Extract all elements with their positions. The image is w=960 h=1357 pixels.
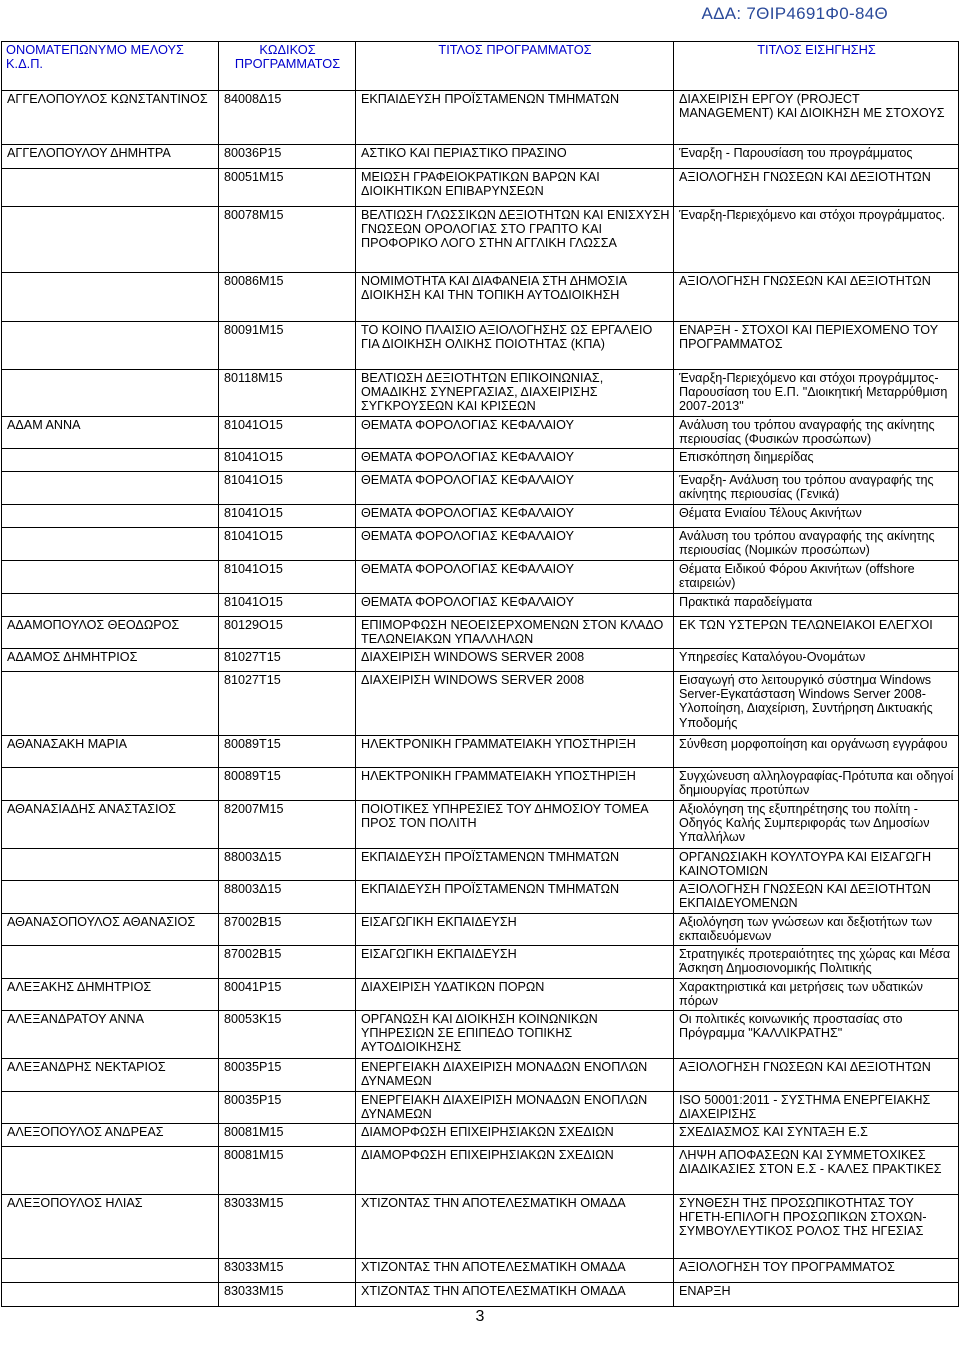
- talk-title-cell: Εισαγωγή στο λειτουργικό σύστημα Windows Server-Εγκατάσταση Windows Server 2008-Υλοποίηση, Διαχείριση, Συντήρηση Δικτυακής Υποδομής: [674, 672, 959, 736]
- program-code-cell: 83033Μ15: [219, 1259, 356, 1283]
- document-ada-stamp: ΑΔΑ: 7ΘΙΡ4691Φ0-84Θ: [701, 4, 888, 23]
- member-name-cell: [2, 449, 219, 472]
- member-name-cell: [2, 528, 219, 561]
- table-row: [2, 273, 959, 322]
- member-name-cell: [2, 169, 219, 207]
- talk-title-cell: ΑΞΙΟΛΟΓΗΣΗ ΤΟΥ ΠΡΟΓΡΑΜΜΑΤΟΣ: [674, 1259, 959, 1283]
- member-name-cell: [2, 594, 219, 617]
- member-name-cell: ΑΛΕΞΑΝΔΡΗΣ ΝΕΚΤΑΡΙΟΣ: [2, 1059, 219, 1092]
- program-title-cell: ΘΕΜΑΤΑ ΦΟΡΟΛΟΓΙΑΣ ΚΕΦΑΛΑΙΟΥ: [356, 449, 674, 472]
- member-name-cell: [2, 322, 219, 370]
- table-row: [2, 672, 959, 736]
- table-row: [2, 979, 959, 1011]
- table-row: [2, 449, 959, 472]
- program-title-cell: ΗΛΕΚΤΡΟΝΙΚΗ ΓΡΑΜΜΑΤΕΙΑΚΗ ΥΠΟΣΤΗΡΙΞΗ: [356, 768, 674, 801]
- table-row: [2, 1259, 959, 1283]
- program-title-cell: ΕΙΣΑΓΩΓΙΚΗ ΕΚΠΑΙΔΕΥΣΗ: [356, 946, 674, 979]
- program-code-cell: 83033Μ15: [219, 1283, 356, 1307]
- program-code-cell: 80035Ρ15: [219, 1092, 356, 1124]
- program-title-cell: ΧΤΙΖΟΝΤΑΣ ΤΗΝ ΑΠΟΤΕΛΕΣΜΑΤΙΚΗ ΟΜΑΔΑ: [356, 1283, 674, 1307]
- member-name-cell: [2, 1259, 219, 1283]
- program-code-cell: 87002Β15: [219, 914, 356, 946]
- program-code-cell: 80091Μ15: [219, 322, 356, 370]
- program-code-cell: 80089Τ15: [219, 736, 356, 768]
- talk-title-cell: Υπηρεσίες Καταλόγου-Ονομάτων: [674, 649, 959, 672]
- talk-title-cell: ΑΞΙΟΛΟΓΗΣΗ ΓΝΩΣΕΩΝ ΚΑΙ ΔΕΞΙΟΤΗΤΩΝ: [674, 273, 959, 322]
- program-title-cell: ΔΙΑΧΕΙΡΙΣΗ WINDOWS SERVER 2008: [356, 649, 674, 672]
- program-title-cell: ΕΚΠΑΙΔΕΥΣΗ ΠΡΟΪΣΤΑΜΕΝΩΝ ΤΜΗΜΑΤΩΝ: [356, 91, 674, 145]
- program-title-cell: ΘΕΜΑΤΑ ΦΟΡΟΛΟΓΙΑΣ ΚΕΦΑΛΑΙΟΥ: [356, 505, 674, 528]
- table-row: [2, 801, 959, 849]
- talk-title-cell: Πρακτικά παραδείγματα: [674, 594, 959, 617]
- table-row: [2, 946, 959, 979]
- program-title-cell: ΧΤΙΖΟΝΤΑΣ ΤΗΝ ΑΠΟΤΕΛΕΣΜΑΤΙΚΗ ΟΜΑΔΑ: [356, 1259, 674, 1283]
- member-name-cell: [2, 849, 219, 881]
- table-row: [2, 472, 959, 505]
- talk-title-cell: Θέματα Ειδικού Φόρου Ακινήτων (offshore εταιρειών): [674, 561, 959, 594]
- table-body: [2, 91, 959, 1307]
- member-name-cell: ΑΛΕΞΟΠΟΥΛΟΣ ΗΛΙΑΣ: [2, 1195, 219, 1259]
- member-name-cell: ΑΔΑΜ ΑΝΝΑ: [2, 417, 219, 449]
- member-name-cell: ΑΘΑΝΑΣΑΚΗ ΜΑΡΙΑ: [2, 736, 219, 768]
- program-title-cell: ΕΚΠΑΙΔΕΥΣΗ ΠΡΟΪΣΤΑΜΕΝΩΝ ΤΜΗΜΑΤΩΝ: [356, 881, 674, 914]
- table-row: [2, 914, 959, 946]
- talk-title-cell: Αξιολόγηση της εξυπηρέτησης του πολίτη - Οδηγός Καλής Συμπεριφοράς των Δημοσίων Υπαλλήλων: [674, 801, 959, 849]
- program-title-cell: ΔΙΑΧΕΙΡΙΣΗ ΥΔΑΤΙΚΩΝ ΠΟΡΩΝ: [356, 979, 674, 1011]
- program-title-cell: ΕΝΕΡΓΕΙΑΚΗ ΔΙΑΧΕΙΡΙΣΗ ΜΟΝΑΔΩΝ ΕΝΟΠΛΩΝ ΔΥΝΑΜΕΩΝ: [356, 1092, 674, 1124]
- program-title-cell: ΘΕΜΑΤΑ ΦΟΡΟΛΟΓΙΑΣ ΚΕΦΑΛΑΙΟΥ: [356, 594, 674, 617]
- program-title-cell: ΧΤΙΖΟΝΤΑΣ ΤΗΝ ΑΠΟΤΕΛΕΣΜΑΤΙΚΗ ΟΜΑΔΑ: [356, 1195, 674, 1259]
- table-row: [2, 1092, 959, 1124]
- program-title-cell: ΔΙΑΜΟΡΦΩΣΗ ΕΠΙΧΕΙΡΗΣΙΑΚΩΝ ΣΧΕΔΙΩΝ: [356, 1124, 674, 1147]
- member-name-cell: [2, 768, 219, 801]
- program-title-cell: ΕΙΣΑΓΩΓΙΚΗ ΕΚΠΑΙΔΕΥΣΗ: [356, 914, 674, 946]
- program-code-cell: 81027Τ15: [219, 672, 356, 736]
- program-code-cell: 88003Δ15: [219, 849, 356, 881]
- table-row: [2, 207, 959, 273]
- program-code-cell: 81041Ο15: [219, 561, 356, 594]
- program-title-cell: ΤΟ ΚΟΙΝΟ ΠΛΑΙΣΙΟ ΑΞΙΟΛΟΓΗΣΗΣ ΩΣ ΕΡΓΑΛΕΙΟ ΓΙΑ ΔΙΟΙΚΗΣΗ ΟΛΙΚΗΣ ΠΟΙΟΤΗΤΑΣ (ΚΠΑ): [356, 322, 674, 370]
- member-name-cell: ΑΔΑΜΟΣ ΔΗΜΗΤΡΙΟΣ: [2, 649, 219, 672]
- talk-title-cell: Επισκόπηση διημερίδας: [674, 449, 959, 472]
- talk-title-cell: Έναρξη-Περιεχόμενο και στόχοι προγράμματος.: [674, 207, 959, 273]
- program-title-cell: ΜΕΙΩΣΗ ΓΡΑΦΕΙΟΚΡΑΤΙΚΩΝ ΒΑΡΩΝ ΚΑΙ ΔΙΟΙΚΗΤΙΚΩΝ ΕΠΙΒΑΡΥΝΣΕΩΝ: [356, 169, 674, 207]
- program-code-cell: 84008Δ15: [219, 91, 356, 145]
- talk-title-cell: Ανάλυση του τρόπου αναγραφής της ακίνητης περιουσίας (Νομικών προσώπων): [674, 528, 959, 561]
- talk-title-cell: Έναρξη- Ανάλυση του τρόπου αναγραφής της ακίνητης περιουσίας (Γενικά): [674, 472, 959, 505]
- program-code-cell: 81041Ο15: [219, 417, 356, 449]
- talk-title-cell: ΣΧΕΔΙΑΣΜΟΣ ΚΑΙ ΣΥΝΤΑΞΗ Ε.Σ: [674, 1124, 959, 1147]
- program-title-cell: ΒΕΛΤΙΩΣΗ ΓΛΩΣΣΙΚΩΝ ΔΕΞΙΟΤΗΤΩΝ ΚΑΙ ΕΝΙΣΧΥΣΗ ΓΝΩΣΕΩΝ ΟΡΟΛΟΓΙΑΣ ΣΤΟ ΓΡΑΠΤΟ ΚΑΙ ΠΡΟΦΟΡΙΚΟ ΛΟΓΟ ΣΤΗΝ ΑΓΓΛΙΚΗ ΓΛΩΣΣΑ: [356, 207, 674, 273]
- program-code-cell: 81041Ο15: [219, 505, 356, 528]
- program-code-cell: 87002Β15: [219, 946, 356, 979]
- table-row: [2, 649, 959, 672]
- member-name-cell: ΑΔΑΜΟΠΟΥΛΟΣ ΘΕΟΔΩΡΟΣ: [2, 617, 219, 649]
- member-name-cell: ΑΓΓΕΛΟΠΟΥΛΟΣ ΚΩΝΣΤΑΝΤΙΝΟΣ: [2, 91, 219, 145]
- talk-title-cell: Θέματα Ενιαίου Τέλους Ακινήτων: [674, 505, 959, 528]
- table-row: [2, 768, 959, 801]
- table-row: [2, 1011, 959, 1059]
- member-name-cell: ΑΛΕΞΑΚΗΣ ΔΗΜΗΤΡΙΟΣ: [2, 979, 219, 1011]
- program-code-cell: 81041Ο15: [219, 472, 356, 505]
- table-row: [2, 1195, 959, 1259]
- program-code-cell: 80036Ρ15: [219, 145, 356, 169]
- program-code-cell: 80035Ρ15: [219, 1059, 356, 1092]
- talk-title-cell: Σύνθεση μορφοποίηση και οργάνωση εγγράφου: [674, 736, 959, 768]
- program-code-cell: 80051Μ15: [219, 169, 356, 207]
- table-row: [2, 1283, 959, 1307]
- member-name-cell: [2, 273, 219, 322]
- program-title-cell: ΔΙΑΧΕΙΡΙΣΗ WINDOWS SERVER 2008: [356, 672, 674, 736]
- program-code-cell: 80081Μ15: [219, 1124, 356, 1147]
- table-row: [2, 1147, 959, 1195]
- table-row: [2, 1124, 959, 1147]
- talk-title-cell: Χαρακτηριστικά και μετρήσεις των υδατικών πόρων: [674, 979, 959, 1011]
- table-row: [2, 528, 959, 561]
- program-code-cell: 88003Δ15: [219, 881, 356, 914]
- talk-title-cell: Ανάλυση του τρόπου αναγραφής της ακίνητης περιουσίας (Φυσικών προσώπων): [674, 417, 959, 449]
- program-code-cell: 83033Μ15: [219, 1195, 356, 1259]
- program-code-cell: 80089Τ15: [219, 768, 356, 801]
- talk-title-cell: Έναρξη - Παρουσίαση του προγράμματος: [674, 145, 959, 169]
- table-row: [2, 594, 959, 617]
- program-title-cell: ΠΟΙΟΤΙΚΕΣ ΥΠΗΡΕΣΙΕΣ ΤΟΥ ΔΗΜΟΣΙΟΥ ΤΟΜΕΑ ΠΡΟΣ ΤΟΝ ΠΟΛΙΤΗ: [356, 801, 674, 849]
- member-name-cell: [2, 672, 219, 736]
- program-code-cell: 80041Ρ15: [219, 979, 356, 1011]
- member-name-cell: [2, 881, 219, 914]
- table-header-row: [2, 42, 959, 91]
- talk-title-cell: ΕΝΑΡΞΗ - ΣΤΟΧΟΙ ΚΑΙ ΠΕΡΙΕΧΟΜΕΝΟ ΤΟΥ ΠΡΟΓΡΑΜΜΑΤΟΣ: [674, 322, 959, 370]
- table-row: [2, 617, 959, 649]
- program-code-cell: 81041Ο15: [219, 528, 356, 561]
- column-header-name: ΟΝΟΜΑΤΕΠΩΝΥΜΟ ΜΕΛΟΥΣ Κ.Δ.Π.: [2, 42, 219, 91]
- table-row: [2, 322, 959, 370]
- member-name-cell: [2, 946, 219, 979]
- program-title-cell: ΕΚΠΑΙΔΕΥΣΗ ΠΡΟΪΣΤΑΜΕΝΩΝ ΤΜΗΜΑΤΩΝ: [356, 849, 674, 881]
- member-name-cell: [2, 505, 219, 528]
- talk-title-cell: ΑΞΙΟΛΟΓΗΣΗ ΓΝΩΣΕΩΝ ΚΑΙ ΔΕΞΙΟΤΗΤΩΝ: [674, 169, 959, 207]
- member-name-cell: ΑΓΓΕΛΟΠΟΥΛΟΥ ΔΗΜΗΤΡΑ: [2, 145, 219, 169]
- program-code-cell: 81041Ο15: [219, 594, 356, 617]
- program-title-cell: ΒΕΛΤΙΩΣΗ ΔΕΞΙΟΤΗΤΩΝ ΕΠΙΚΟΙΝΩΝΙΑΣ, ΟΜΑΔΙΚΗΣ ΣΥΝΕΡΓΑΣΙΑΣ, ΔΙΑΧΕΙΡΙΣΗΣ ΣΥΓΚΡΟΥΣΕΩΝ ΚΑΙ ΚΡΙΣΕΩΝ: [356, 370, 674, 417]
- talk-title-cell: Οι πολιτικές κοινωνικής προστασίας στο Πρόγραμμα "ΚΑΛΛΙΚΡΑΤΗΣ": [674, 1011, 959, 1059]
- table-row: [2, 736, 959, 768]
- talk-title-cell: Αξιολόγηση των γνώσεων και δεξιοτήτων των εκπαιδευόμενων: [674, 914, 959, 946]
- program-title-cell: ΘΕΜΑΤΑ ΦΟΡΟΛΟΓΙΑΣ ΚΕΦΑΛΑΙΟΥ: [356, 472, 674, 505]
- program-code-cell: 81027Τ15: [219, 649, 356, 672]
- program-title-cell: ΗΛΕΚΤΡΟΝΙΚΗ ΓΡΑΜΜΑΤΕΙΑΚΗ ΥΠΟΣΤΗΡΙΞΗ: [356, 736, 674, 768]
- program-title-cell: ΘΕΜΑΤΑ ΦΟΡΟΛΟΓΙΑΣ ΚΕΦΑΛΑΙΟΥ: [356, 528, 674, 561]
- page-number: 3: [475, 1308, 485, 1325]
- talk-title-cell: ΕΝΑΡΞΗ: [674, 1283, 959, 1307]
- talk-title-cell: ΔΙΑΧΕΙΡΙΣΗ ΕΡΓΟΥ (PROJECT MANAGEMENT) ΚΑΙ ΔΙΟΙΚΗΣΗ ΜΕ ΣΤΟΧΟΥΣ: [674, 91, 959, 145]
- table-row: [2, 505, 959, 528]
- program-code-cell: 82007Μ15: [219, 801, 356, 849]
- talk-title-cell: ΕΚ ΤΩΝ ΥΣΤΕΡΩΝ ΤΕΛΩΝΕΙΑΚΟΙ ΕΛΕΓΧΟΙ: [674, 617, 959, 649]
- member-name-cell: [2, 472, 219, 505]
- member-name-cell: ΑΘΑΝΑΣΙΑΔΗΣ ΑΝΑΣΤΑΣΙΟΣ: [2, 801, 219, 849]
- program-title-cell: ΔΙΑΜΟΡΦΩΣΗ ΕΠΙΧΕΙΡΗΣΙΑΚΩΝ ΣΧΕΔΙΩΝ: [356, 1147, 674, 1195]
- member-name-cell: [2, 1147, 219, 1195]
- column-header-code: ΚΩΔΙΚΟΣ ΠΡΟΓΡΑΜΜΑΤΟΣ: [219, 42, 356, 91]
- talk-title-cell: ISO 50001:2011 - ΣΥΣΤΗΜΑ ΕΝΕΡΓΕΙΑΚΗΣ ΔΙΑΧΕΙΡΙΣΗΣ: [674, 1092, 959, 1124]
- talk-title-cell: ΑΞΙΟΛΟΓΗΣΗ ΓΝΩΣΕΩΝ ΚΑΙ ΔΕΞΙΟΤΗΤΩΝ ΕΚΠΑΙΔΕΥΟΜΕΝΩΝ: [674, 881, 959, 914]
- program-code-cell: 80053Κ15: [219, 1011, 356, 1059]
- program-code-cell: 81041Ο15: [219, 449, 356, 472]
- program-title-cell: ΘΕΜΑΤΑ ΦΟΡΟΛΟΓΙΑΣ ΚΕΦΑΛΑΙΟΥ: [356, 561, 674, 594]
- column-header-title: ΤΙΤΛΟΣ ΠΡΟΓΡΑΜΜΑΤΟΣ: [356, 42, 674, 91]
- program-code-cell: 80129Ο15: [219, 617, 356, 649]
- table-row: [2, 881, 959, 914]
- table-row: [2, 91, 959, 145]
- program-title-cell: ΟΡΓΑΝΩΣΗ ΚΑΙ ΔΙΟΙΚΗΣΗ ΚΟΙΝΩΝΙΚΩΝ ΥΠΗΡΕΣΙΩΝ ΣΕ ΕΠΙΠΕΔΟ ΤΟΠΙΚΗΣ ΑΥΤΟΔΙΟΙΚΗΣΗΣ: [356, 1011, 674, 1059]
- table-row: [2, 417, 959, 449]
- talk-title-cell: ΛΗΨΗ ΑΠΟΦΑΣΕΩΝ ΚΑΙ ΣΥΜΜΕΤΟΧΙΚΕΣ ΔΙΑΔΙΚΑΣΙΕΣ ΣΤΟΝ Ε.Σ - ΚΑΛΕΣ ΠΡΑΚΤΙΚΕΣ: [674, 1147, 959, 1195]
- member-name-cell: ΑΛΕΞΟΠΟΥΛΟΣ ΑΝΔΡΕΑΣ: [2, 1124, 219, 1147]
- table-row: [2, 1059, 959, 1092]
- program-code-cell: 80078Μ15: [219, 207, 356, 273]
- program-code-cell: 80118Μ15: [219, 370, 356, 417]
- program-code-cell: 80086Μ15: [219, 273, 356, 322]
- member-name-cell: [2, 561, 219, 594]
- program-title-cell: ΕΝΕΡΓΕΙΑΚΗ ΔΙΑΧΕΙΡΙΣΗ ΜΟΝΑΔΩΝ ΕΝΟΠΛΩΝ ΔΥΝΑΜΕΩΝ: [356, 1059, 674, 1092]
- column-header-talk: ΤΙΤΛΟΣ ΕΙΣΗΓΗΣΗΣ: [674, 42, 959, 91]
- member-name-cell: [2, 370, 219, 417]
- talk-title-cell: Στρατηγικές προτεραιότητες της χώρας και Μέσα Άσκηση Δημοσιονομικής Πολιτικής: [674, 946, 959, 979]
- talk-title-cell: ΟΡΓΑΝΩΣΙΑΚΗ ΚΟΥΛΤΟΥΡΑ ΚΑΙ ΕΙΣΑΓΩΓΗ ΚΑΙΝΟΤΟΜΙΩΝ: [674, 849, 959, 881]
- program-title-cell: ΘΕΜΑΤΑ ΦΟΡΟΛΟΓΙΑΣ ΚΕΦΑΛΑΙΟΥ: [356, 417, 674, 449]
- talk-title-cell: ΑΞΙΟΛΟΓΗΣΗ ΓΝΩΣΕΩΝ ΚΑΙ ΔΕΞΙΟΤΗΤΩΝ: [674, 1059, 959, 1092]
- program-title-cell: ΝΟΜΙΜΟΤΗΤΑ ΚΑΙ ΔΙΑΦΑΝΕΙΑ ΣΤΗ ΔΗΜΟΣΙΑ ΔΙΟΙΚΗΣΗ ΚΑΙ ΤΗΝ ΤΟΠΙΚΗ ΑΥΤΟΔΙΟΙΚΗΣΗ: [356, 273, 674, 322]
- talk-title-cell: Συγχώνευση αλληλογραφίας-Πρότυπα και οδηγοί δημιουργίας προτύπων: [674, 768, 959, 801]
- talk-title-cell: Έναρξη-Περιεχόμενο και στόχοι προγράμμτος-Παρουσίαση του Ε.Π. "Διοικητική Μεταρρύθμιση 2007-2013": [674, 370, 959, 417]
- talk-title-cell: ΣΥΝΘΕΣΗ ΤΗΣ ΠΡΟΣΩΠΙΚΟΤΗΤΑΣ ΤΟΥ ΗΓΕΤΗ-ΕΠΙΛΟΓΗ ΠΡΟΣΩΠΙΚΩΝ ΣΤΟΧΩΝ-ΣΥΜΒΟΥΛΕΥΤΙΚΟΣ ΡΟΛΟΣ ΤΗΣ ΗΓΕΣΙΑΣ: [674, 1195, 959, 1259]
- program-title-cell: ΕΠΙΜΟΡΦΩΣΗ ΝΕΟΕΙΣΕΡΧΟΜΕΝΩΝ ΣΤΟΝ ΚΛΑΔΟ ΤΕΛΩΝΕΙΑΚΩΝ ΥΠΑΛΛΗΛΩΝ: [356, 617, 674, 649]
- training-schedule-table: [1, 41, 959, 1307]
- program-title-cell: ΑΣΤΙΚΟ ΚΑΙ ΠΕΡΙΑΣΤΙΚΟ ΠΡΑΣΙΝΟ: [356, 145, 674, 169]
- member-name-cell: ΑΛΕΞΑΝΔΡΑΤΟΥ ΑΝΝΑ: [2, 1011, 219, 1059]
- table-row: [2, 561, 959, 594]
- member-name-cell: [2, 1283, 219, 1307]
- program-code-cell: 80081Μ15: [219, 1147, 356, 1195]
- member-name-cell: [2, 207, 219, 273]
- table-row: [2, 145, 959, 169]
- member-name-cell: [2, 1092, 219, 1124]
- member-name-cell: ΑΘΑΝΑΣΟΠΟΥΛΟΣ ΑΘΑΝΑΣΙΟΣ: [2, 914, 219, 946]
- table-row: [2, 169, 959, 207]
- table-row: [2, 370, 959, 417]
- table-row: [2, 849, 959, 881]
